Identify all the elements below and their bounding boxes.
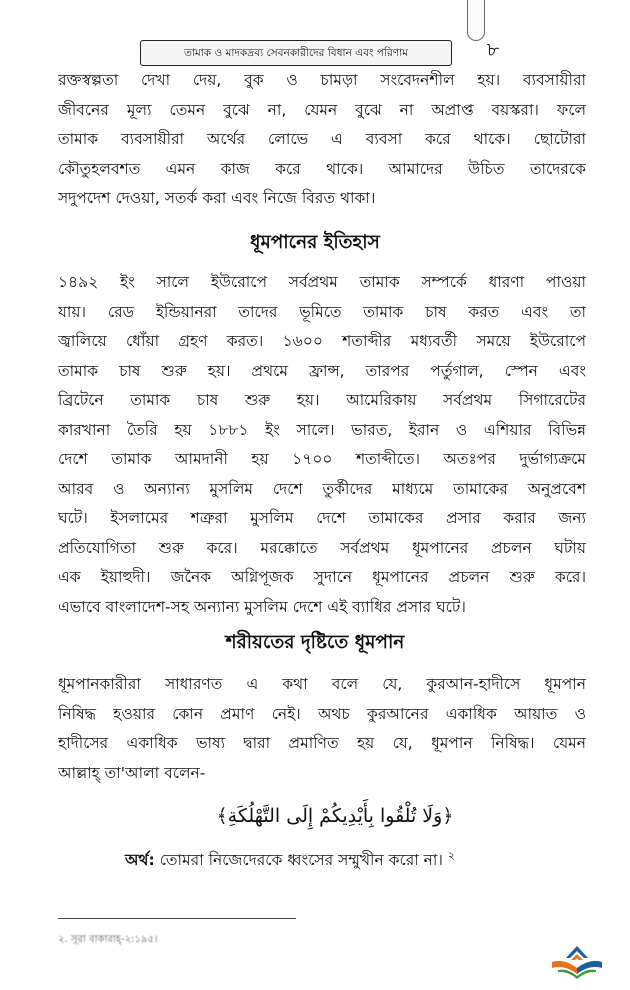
text-line: ধূমপানকারীরা সাধারণত এ কথা বলে যে, কুরআন-হাদীসে ধূমপান <box>58 675 586 693</box>
text-line: প্রতিযোগিতা শুরু করে। মরক্কোতে সর্বপ্রথম ধূমপানের প্রচলন ঘটায় <box>58 538 586 557</box>
text-line: ১৪৯২ ইং সালে ইউরোপে সর্বপ্রথম তামাক সম্পর্কে ধারণা পাওয়া <box>58 273 586 291</box>
quran-verse: ﴿وَلَا تُلْقُوا بِأَيْدِيكُمْ إِلَى التَّهْلُكَةِ﴾ <box>216 805 454 827</box>
text-line: জ্বালিয়ে ধোঁয়া গ্রহণ করত। ১৬০০ শতাব্দীর মধ্যবর্তী সময়ে ইউরোপে <box>58 332 586 350</box>
text-line: তামাক ব্যবসায়ীরা অর্থের লোভে এ ব্যবসা করে থাকে। ছোটোরা <box>58 130 586 148</box>
footnote: ২. সূরা বাকারাহ্‌-২:১৯৫। <box>58 934 158 945</box>
text-line: সদুপদেশ দেওয়া, সতর্ক করা এবং নিজে বিরত থাকা। <box>58 189 376 207</box>
footnote-marker: ২ <box>447 849 456 862</box>
text-line: নিষিদ্ধ হওয়ার কোন প্রমাণ নেই। অথচ কুরআনের একাধিক আয়াত ও <box>58 704 586 723</box>
text-line: ব্রিটেনে তামাক চাষ শুরু হয়। আমেরিকায় সর্বপ্রথম সিগারেটের <box>58 391 586 409</box>
text-line: কারখানা তৈরি হয় ১৮৮১ ইং সালে। ভারত, ইরান ও এশিয়ার বিভিন্ন <box>58 420 586 439</box>
text-line: কৌতুহলবশত এমন কাজ করে থাকে। আমাদের উচিত তাদেরকে <box>58 159 586 178</box>
verse-meaning <box>125 840 545 872</box>
paragraph-intro <box>58 66 586 214</box>
paragraph-sharia <box>58 670 586 788</box>
meaning-label: অর্থ: <box>125 851 155 870</box>
running-title: তামাক ও মাদকদ্রব্য সেবনকারীদের বিধান এবং পরিণাম <box>183 47 409 59</box>
page-number: ৮ <box>486 39 500 61</box>
text-line: ঘটে। ইসলামের শত্রুরা মুসলিম দেশে তামাকের প্রসার করার জন্য <box>58 509 586 527</box>
footnote-divider <box>58 918 296 919</box>
text-line: আরব ও অন্যান্য মুসলিম দেশে তুর্কীদের মাধ্যমে তামাকের অনুপ্রবেশ <box>58 479 586 498</box>
text-line: হাদীসের একাধিক ভাষ্য দ্বারা প্রমাণিত হয় যে, ধূমপান নিষিদ্ধ। যেমন <box>58 734 586 752</box>
text-line: আল্লাহ্‌ তা'আলা বলেন- <box>58 763 206 782</box>
text-line: রক্তস্বল্পতা দেখা দেয়, বুক ও চামড়া সংবেদনশীল হয়। ব্যবসায়ীরা <box>58 71 586 89</box>
running-header <box>140 40 452 66</box>
text-line: জীবনের মূল্য তেমন বুঝে না, যেমন বুঝে না অপ্রাপ্ত বয়স্করা। ফলে <box>58 100 586 119</box>
meaning-text: তোমরা নিজেদেরকে ধ্বংসের সম্মুখীন করো না। <box>159 851 443 870</box>
page-tab-marker <box>467 0 485 41</box>
text-line: এভাবে বাংলাদেশ-সহ অন্যান্য মুসলিম দেশে এই ব্যাধির প্রসার ঘটে। <box>58 597 466 616</box>
text-line: এক ইয়াহুদী। জনৈক অগ্নিপূজক সুদানে ধূমপানের প্রচলন শুরু করে। <box>58 568 586 586</box>
text-line: দেশে তামাক আমদানী হয় ১৭০০ শতাব্দীতে। অতঃপর দুর্ভাগ্যক্রমে <box>58 450 586 468</box>
text-line: যায়। রেড ইন্ডিয়ানরা তাদের ভূমিতে তামাক চাষ করত এবং তা <box>58 302 586 321</box>
publisher-logo-icon <box>548 944 606 980</box>
text-line: তামাক চাষ শুরু হয়। প্রথমে ফ্রান্স, তারপর পর্তুগাল, স্পেন এবং <box>58 361 586 380</box>
section-heading-sharia: শরীয়তের দৃষ্টিতে ধূমপান <box>225 632 405 653</box>
section-heading-history: ধূমপানের ইতিহাস <box>250 232 380 253</box>
paragraph-history <box>58 268 586 622</box>
